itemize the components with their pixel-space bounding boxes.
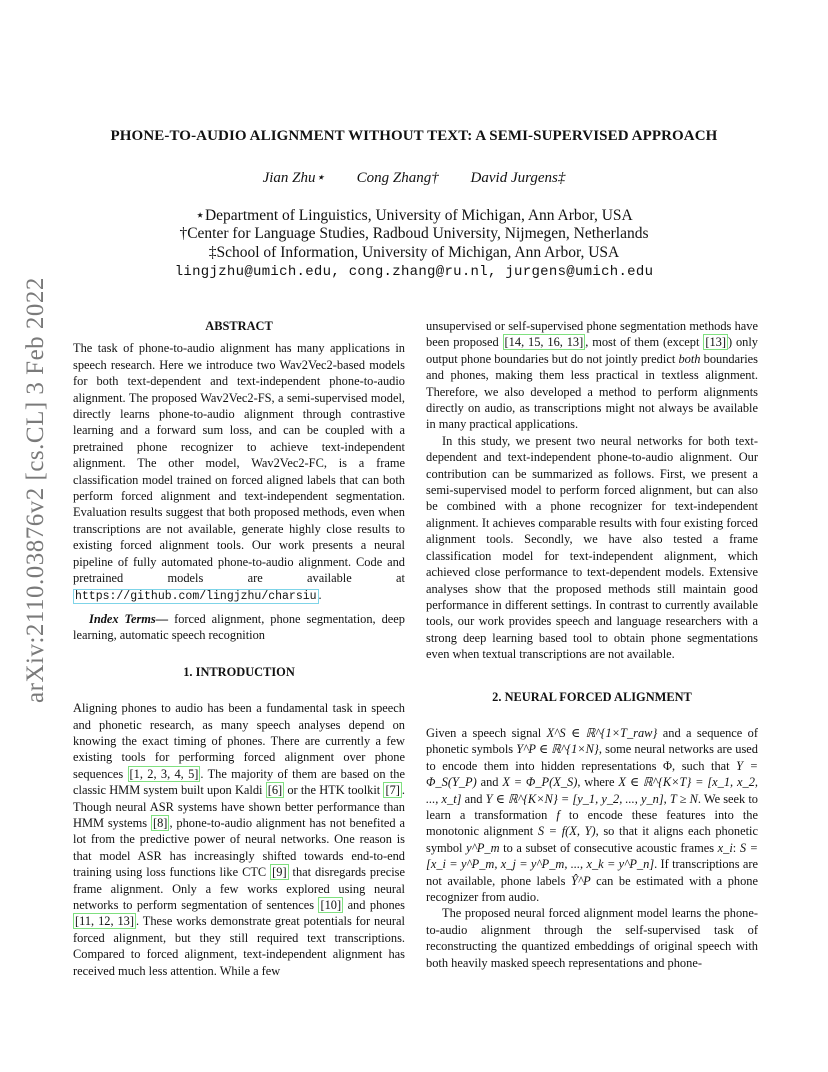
method-text-n: can be estimated with a phone recognizer from audio. xyxy=(426,873,758,904)
method-text-c: , some neural networks are used to encode them into hidden representations Φ, such that xyxy=(426,742,759,773)
intro-text-c: or the HTK toolkit xyxy=(284,783,384,798)
method-text-g: , xyxy=(663,791,670,806)
arxiv-identifier: arXiv:2110.03876v2 [cs.CL] 3 Feb 2022 xyxy=(22,277,49,703)
method-text-k: to a subset of consecutive acoustic frames xyxy=(499,840,718,855)
author-list xyxy=(0,168,828,187)
arxiv-sidebar xyxy=(6,190,66,790)
method-text-j: , so that it aligns each phonetic symbol xyxy=(426,824,758,855)
affiliation-2: †Center for Language Studies, Radboud University, Nijmegen, Netherlands xyxy=(179,225,649,242)
right-text-c: ) only output phone boundaries but do not jointly predict xyxy=(426,335,758,366)
citation-7[interactable]: [7] xyxy=(385,783,400,798)
intro-continuation xyxy=(426,318,758,433)
abstract-text: The task of phone-to-audio alignment has many applications in speech research. Here we introduce two Wav2Vec2-based models for both text-dependent and text-independent phone-to-audio alignment. The proposed Wav2Vec2-FS, a semi-supervised model, directly learns phone-to-audio alignment through contrastive learning and a forward sum loss, and can be coupled with a pretrained phone recognizer to achieve text-independent alignment. The other model, Wav2Vec2-FC, is a frame classification model trained on forced aligned labels that can both perform forced alignment and text-independent segmentation. Evaluation results suggest that both proposed methods, even when transcriptions are not available, generate highly close results to existing forced alignment tools. Our work presents a neural pipeline of fully automated phone-to-audio alignment. Code and pretrained models are available at xyxy=(73,341,405,586)
right-column xyxy=(426,318,758,971)
method-text-l: : xyxy=(732,840,740,855)
method-text-e: , where xyxy=(577,775,619,790)
intro-text-b: . The majority of them are based on the classic HMM system built upon Kaldi xyxy=(73,766,405,798)
math-eq-10: Ŷ^P xyxy=(570,873,591,888)
math-eq-4: Y ∈ ℝ^{K×N} = [y_1, y_2, ..., y_n] xyxy=(485,791,664,806)
intro-text-a: Aligning phones to audio has been a fundamental task in speech and phonetic research, as many speech analyses depend on knowing the exact timing of phones. There are currently a few existing tools for performing forced alignment over phone sequences xyxy=(73,701,405,781)
author-2: Cong Zhang† xyxy=(356,170,439,186)
abstract-heading: ABSTRACT xyxy=(205,319,273,333)
author-emails: lingjzhu@umich.edu, cong.zhang@ru.nl, jurgens@umich.edu xyxy=(174,264,654,280)
method-text-d: and xyxy=(476,775,503,790)
math-eq-1: Y = Φ_S(Y_P) xyxy=(426,758,759,790)
intro-text-h: . These works demonstrate great potentials for neural forced alignment, but they still required text transcriptions. Compared to forced alignment, text-independent alignment has received much less attention. While a few xyxy=(73,914,405,978)
citation-9[interactable]: [9] xyxy=(272,865,287,880)
index-terms xyxy=(73,611,405,644)
method-text-h: . We seek to learn a transformation xyxy=(426,791,758,822)
method-text-i: to encode these features into the monotonic alignment xyxy=(426,807,758,839)
intro-text-g: and phones xyxy=(343,898,405,912)
right-text-a: unsupervised or self-supervised phone segmentation methods have been proposed xyxy=(426,319,758,350)
method-text-m: . If transcriptions are not available, phone labels xyxy=(426,857,758,888)
method-text-f: and xyxy=(461,791,486,806)
method-text-a: Given a speech signal xyxy=(426,725,547,740)
left-column xyxy=(73,318,405,979)
index-terms-label: Index Terms— xyxy=(89,611,169,626)
emphasis-both: both xyxy=(678,351,701,366)
right-text-d: boundaries and phones, making them less practical in textless alignment. Therefore, we also developed a method to perform alignments directly on audio, as transcriptions might not always be available in many practical applications. xyxy=(426,351,758,432)
intro-text-d: . Though neural ASR systems have shown better performance than HMM systems xyxy=(73,783,405,830)
author-3: David Jurgens‡ xyxy=(470,170,566,186)
affiliation-3: ‡School of Information, University of Michigan, Ann Arbor, USA xyxy=(208,244,620,261)
math-eq-6: S = f(X, Y) xyxy=(537,824,596,839)
intro-heading: 1. INTRODUCTION xyxy=(183,664,295,679)
citation-13[interactable]: [13] xyxy=(705,335,726,350)
method-text-b: and a sequence of phonetic symbols xyxy=(426,725,759,757)
index-terms-text: forced alignment, phone segmentation, deep learning, automatic speech recognition xyxy=(73,611,405,643)
section2-heading: 2. NEURAL FORCED ALIGNMENT xyxy=(492,689,692,704)
citation-6[interactable]: [6] xyxy=(267,783,283,798)
math-eq-2: X = Φ_P(X_S) xyxy=(502,775,578,790)
citation-1-5[interactable]: [1, 2, 3, 4, 5] xyxy=(129,766,199,781)
math-speech-signal: X^S ∈ ℝ^{1×T_raw} xyxy=(546,725,658,740)
author-1: Jian Zhu⋆ xyxy=(262,170,325,186)
citation-8[interactable]: [8] xyxy=(152,815,168,830)
intro-text-f: that disregards precise frame alignment. Only a few works explored using neural networks to perform segmentation of sentences xyxy=(73,865,405,912)
intro-paragraph xyxy=(73,700,405,979)
paper-title: PHONE-TO-AUDIO ALIGNMENT WITHOUT TEXT: A SEMI-SUPERVISED APPROACH xyxy=(110,128,718,144)
math-phonetic-symbols: Y^P ∈ ℝ^{1×N} xyxy=(516,742,599,757)
code-link[interactable]: https://github.com/lingjzhu/charsiu xyxy=(75,589,317,603)
method-paragraph xyxy=(426,725,758,905)
citation-10[interactable]: [10] xyxy=(320,898,342,912)
citation-14-16[interactable]: [14, 15, 16, 13] xyxy=(504,335,584,350)
math-eq-7: y^P_m xyxy=(466,840,500,855)
affiliation-1: ⋆Department of Linguistics, University of Michigan, Ann Arbor, USA xyxy=(195,207,633,224)
abstract-body: The task of phone-to-audio alignment has many applications in speech research. Here we introduce two Wav2Vec2-based models for both text-dependent and text-independent phone-to-audio alignment. The proposed Wav2Vec2-FS, a semi-supervised model, directly learns phone-to-audio alignment through contrastive learning and a forward sum loss, and can be coupled with a pretrained phone recognizer to achieve text-independent alignment. The other model, Wav2Vec2-FC, is a frame classification model trained on forced aligned labels that can both perform forced alignment and text-independent segmentation. Evaluation results suggest that both proposed methods, even when transcriptions are not available, generate highly close results to existing forced alignment tools. Our work presents a neural pipeline of fully automated phone-to-audio alignment. Code and pretrained models are available at https://github.com/lingjzhu/charsiu . xyxy=(73,341,405,603)
math-eq-5: T ≥ N xyxy=(669,791,698,806)
contribution-paragraph: In this study, we present two neural networks for both text-dependent and text-independent phone-to-audio alignment. Our contribution can be summarized as follows. First, we present a semi-supervised model to perform forced alignment, but can also be combined with a phone recognizer for text-independent alignment. It achieves comparable results with four existing forced alignment tools. Secondly, we have also tested a frame classification model for text-independent alignment, which achieved close performance to text-dependent models. Extensive analyses show that the proposed methods still maintain good performance in different settings. In contrast to currently available tools, our work provides speech and language researchers with a strong deep learning based tool to obtain phone segmentations even when textual transcriptions are not available. xyxy=(426,433,758,662)
right-text-b: , most of them (except xyxy=(585,335,704,350)
math-eq-3: X ∈ ℝ^{K×T} = [x_1, x_2, ..., x_t] xyxy=(426,775,758,806)
math-eq-9: S = [x_i = y^P_m, x_j = y^P_m, ..., x_k = y^P_n] xyxy=(426,840,759,872)
math-transformation-f: f xyxy=(556,807,560,822)
intro-text-e: , phone-to-audio alignment has not benefited a lot from the predictive power of neural networks. One reason is that model ASR has increasingly shifted towards end-to-end training using loss functions like CTC xyxy=(73,815,405,880)
math-eq-8: x_i xyxy=(717,840,733,855)
citation-11-13[interactable]: [11, 12, 13] xyxy=(75,914,134,929)
model-paragraph: The proposed neural forced alignment model learns the phone-to-audio alignment through the self-supervised task of reconstructing the quantized embeddings of original speech with both heavily masked speech representations and phone- xyxy=(426,906,758,970)
